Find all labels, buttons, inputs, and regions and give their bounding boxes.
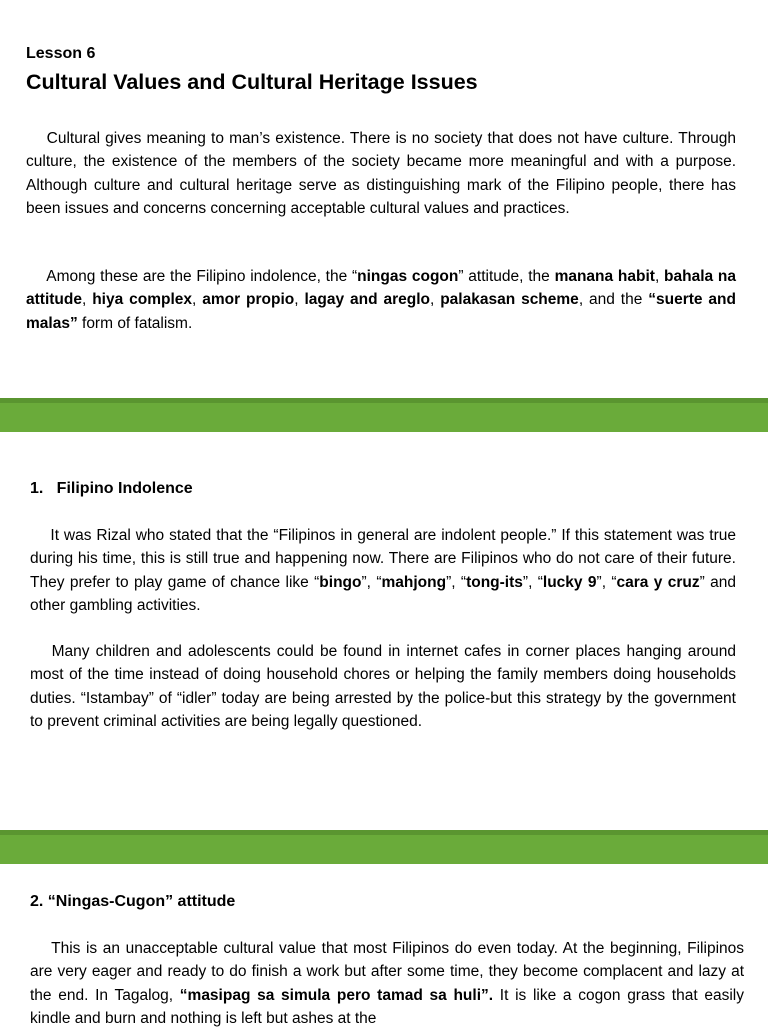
lesson-number: Lesson 6 [26,45,96,62]
section-divider-band [0,398,768,432]
ningas-cugon-paragraph: This is an unacceptable cultural value that most Filipinos do even today. At the beginning, Filipinos are very eager and ready to do finish a work but after some time, they become complacent and lazy at the end. In Tagalog, “masipag sa simula pero tamad sa huli”. It is like a cogon grass that easily kindle and burn and nothing is left but ashes at the [30,940,744,1027]
intro-paragraph-1: Cultural gives meaning to man’s existence. There is no society that does not have culture. Through culture, the existence of the members of the society became more meaningful and with a purpose. Although culture and cultural heritage serve as distinguishing mark of the Filipino people, there has been issues and concerns concerning acceptable cultural values and practices. [26,130,736,217]
section-heading-ningas-cugon: 2. “Ningas-Cugon” attitude [30,893,236,910]
section-divider-band [0,830,768,864]
intro-paragraph-2: Among these are the Filipino indolence, the “ningas cogon” attitude, the manana habit, bahala na attitude, hiya complex, amor propio, lagay and areglo, palakasan scheme, and the “suerte and malas” form of fatalism. [26,268,737,332]
indolence-paragraph-2: Many children and adolescents could be found in internet cafes in corner places hanging around most of the time instead of doing household chores or helping the family members doing households duties. “Istambay” of “idler” today are being arrested by the police-but this strategy by the government to prevent criminal activities are being legally questioned. [30,643,736,730]
section-heading-filipino-indolence: 1. Filipino Indolence [30,480,193,497]
lesson-title: Cultural Values and Cultural Heritage Issues [26,70,478,94]
indolence-paragraph-1: It was Rizal who stated that the “Filipinos in general are indolent people.” If this statement was true during his time, this is still true and happening now. There are Filipinos who do not care of their future. They prefer to play game of chance like “bingo”, “mahjong”, “tong-its”, “lucky 9”, “cara y cruz” and other gambling activities. [30,527,737,614]
